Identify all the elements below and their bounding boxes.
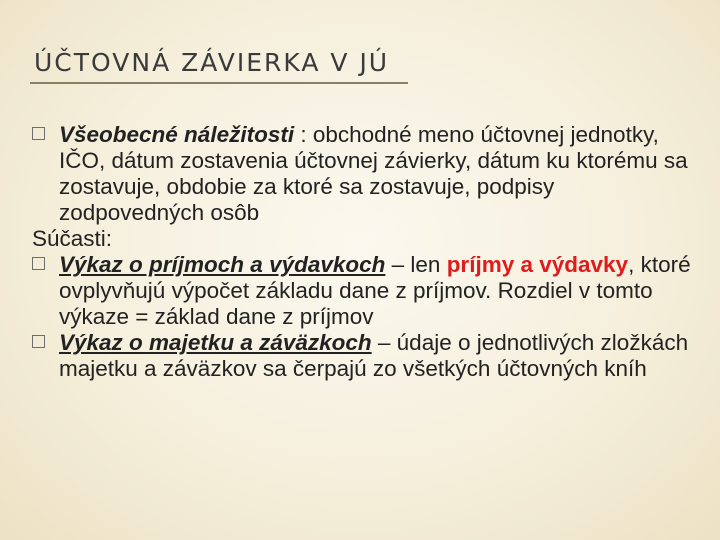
- bullet-3-term: Výkaz o majetku a záväzkoch: [59, 330, 372, 355]
- slide-content: [32, 122, 702, 382]
- checkbox-square-icon: [32, 127, 45, 140]
- bullet-assets-liabilities-statement: [32, 330, 702, 382]
- bullet-2-text: , ktoré ovplyvňujú výpočet základu dane z príjmov. Rozdiel v tomto výkaze = základ dane z príjmov: [59, 252, 691, 329]
- bullet-2-dash: – len: [385, 252, 447, 277]
- bullet-1-term: Všeobecné náležitosti: [59, 122, 295, 147]
- checkbox-square-icon: [32, 257, 45, 270]
- title-underline: [30, 82, 408, 84]
- bullet-general-requirements: [32, 122, 702, 226]
- bullet-1-text: : obchodné meno účtovnej jednotky, IČO, dátum zostavenia účtovnej závierky, dátum ku ktorému sa zostavuje, obdobie za ktoré sa zostavuje, podpisy zodpovedných osôb: [59, 122, 688, 225]
- slide-title: ÚČTOVNÁ ZÁVIERKA V JÚ: [34, 48, 390, 77]
- bullet-3-text: – údaje o jednotlivých zložkách majetku a záväzkov sa čerpajú zo všetkých účtovných kníh: [59, 330, 689, 381]
- bullet-income-expense-statement: [32, 252, 702, 330]
- checkbox-square-icon: [32, 335, 45, 348]
- bullet-2-highlight: príjmy a výdavky: [446, 252, 629, 277]
- bullet-2-term: Výkaz o príjmoch a výdavkoch: [59, 252, 386, 277]
- parts-label: Súčasti:: [32, 226, 113, 251]
